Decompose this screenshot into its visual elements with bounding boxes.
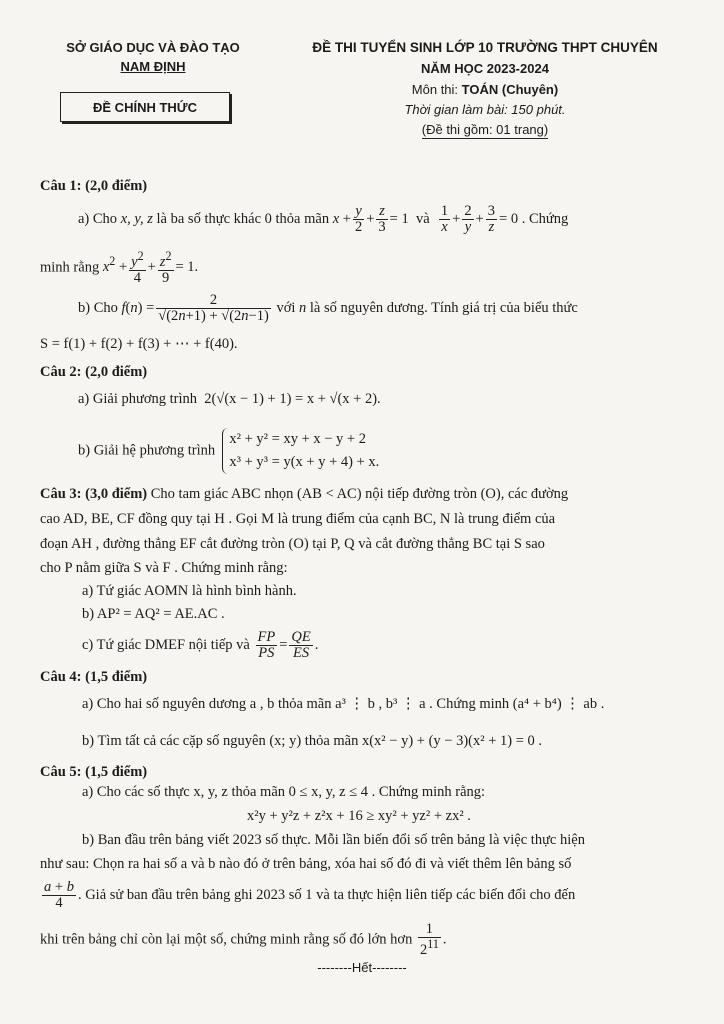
q3-intro2: cao AD, BE, CF đồng quy tại H . Gọi M là trung điểm của cạnh BC, N là trung điểm của	[40, 511, 556, 527]
q4a: a) Cho hai số nguyên dương a , b thỏa mãn a³ ⋮ b , b³ ⋮ a . Chứng minh (a⁴ + b⁴) ⋮ ab .	[82, 696, 605, 712]
time-limit: Thời gian làm bài: 150 phút.	[404, 102, 566, 117]
q1b-sum: S = f(1) + f(2) + f(3) + ⋯ + f(40).	[40, 336, 238, 352]
q5b-line2: như sau: Chọn ra hai số a và b nào đó ở trên bảng, xóa hai số đó đi và viết thêm lên bảng số	[40, 856, 572, 872]
q4b: b) Tìm tất cả các cặp số nguyên (x; y) thỏa mãn x(x² − y) + (y − 3)(x² + 1) = 0 .	[82, 733, 543, 749]
q1-title: Câu 1: (2,0 điểm)	[40, 178, 148, 194]
q1a-condition1: x + $\frac{y}{2}$ + $\frac{z}{3}$ = 1	[332, 203, 413, 236]
header-right	[275, 40, 695, 139]
q5b-line1: b) Ban đầu trên bảng viết 2023 số thực. Mỗi lần biến đổi số trên bảng là việc thực hiện	[82, 832, 585, 848]
q2a: a) Giải phương trình 2(√(x − 1) + 1) = x + √(x + 2).	[78, 391, 381, 407]
exam-title: ĐỀ THI TUYỂN SINH LỚP 10 TRƯỜNG THPT CHUYÊN	[312, 40, 658, 55]
q2a-equation: 2(√(x − 1) + 1) = x + √(x + 2).	[204, 391, 381, 407]
subject-name: TOÁN (Chuyên)	[461, 82, 559, 97]
official-stamp-box: ĐỀ CHÍNH THỨC	[60, 92, 230, 122]
q3a: a) Tứ giác AOMN là hình bình hành.	[82, 583, 297, 599]
q3c: c) Tứ giác DMEF nội tiếp và $\frac{FP}{PS}$ = $\frac{QE}{ES}$ .	[82, 629, 319, 662]
q2b-system: x² + y² = xy + x − y + 2 x³ + y³ = y(x + y + 4) + x.	[222, 428, 379, 474]
q5a-inequality: x²y + y²z + z²x + 16 ≥ xy² + yz² + zx² .	[247, 808, 471, 824]
q1b-line1: b) Cho f(n) = $\frac{2}{√(2n+1) + √(2n-1)}$ với n là số nguyên dương. Tính giá trị của biểu thức	[78, 292, 578, 325]
school-year: NĂM HỌC 2023-2024	[421, 61, 549, 76]
q1a-line2: minh rằng $x^2$ + $\frac{y^2}{4}$ + $\frac{z^2}{9}$ = 1.	[40, 249, 199, 287]
q4-title: Câu 4: (1,5 điểm)	[40, 669, 148, 685]
q5a: a) Cho các số thực x, y, z thỏa mãn 0 ≤ x, y, z ≤ 4 . Chứng minh rằng:	[82, 784, 486, 800]
department-name: SỞ GIÁO DỤC VÀ ĐÀO TẠO	[66, 40, 240, 55]
q3-intro4: cho P nằm giữa S và F . Chứng minh rằng:	[40, 560, 288, 576]
q1b-function: f(n) = $\frac{2}{√(2n+1) + √(2n-1)}$	[121, 292, 269, 325]
q2-title: Câu 2: (2,0 điểm)	[40, 364, 148, 380]
q5b-line3: $\frac{a + b}{4}$ . Giả sử ban đầu trên bảng ghi 2023 số 1 và ta thực hiện liên tiếp các biến đổi cho đến	[44, 879, 576, 912]
subject-label: Môn thi:	[411, 82, 462, 97]
subject-line	[275, 82, 695, 97]
province-name: NAM ĐỊNH	[120, 59, 186, 74]
q3-intro3: đoạn AH , đường thẳng EF cắt đường tròn (O) tại P, Q và cắt đường thẳng BC tại S sao	[40, 536, 545, 552]
q5-title: Câu 5: (1,5 điểm)	[40, 764, 148, 780]
q3b: b) AP² = AQ² = AE.AC .	[82, 606, 225, 622]
q1a-line1: a) Cho x, y, z là ba số thực khác 0 thỏa mãn x + $\frac{y}{2}$ + $\frac{z}{3}$ = 1 và $\frac{1}{x}$ + $\frac{2}{y}$ + $\frac{3}{z}$ = 0 . Chứng	[78, 203, 569, 236]
q5b-line4: khi trên bảng chỉ còn lại một số, chứng minh rằng số đó lớn hơn $\frac{1}{2^{11}}$ .	[40, 921, 447, 959]
page-count: (Đề thi gồm: 01 trang)	[421, 122, 549, 137]
header-left	[38, 40, 268, 74]
end-marker: --------Hết--------	[317, 960, 407, 975]
q3-intro1: Câu 3: (3,0 điểm) Cho tam giác ABC nhọn (AB < AC) nội tiếp đường tròn (O), các đường	[40, 486, 569, 502]
q1a-condition2: $\frac{1}{x}$ + $\frac{2}{y}$ + $\frac{3}{z}$ = 0	[440, 203, 522, 236]
q1a-claim: $x^2$ + $\frac{y^2}{4}$ + $\frac{z^2}{9}$ = 1.	[102, 249, 199, 287]
q2b: b) Giải hệ phương trình x² + y² = xy + x − y + 2 x³ + y³ = y(x + y + 4) + x.	[78, 428, 379, 474]
